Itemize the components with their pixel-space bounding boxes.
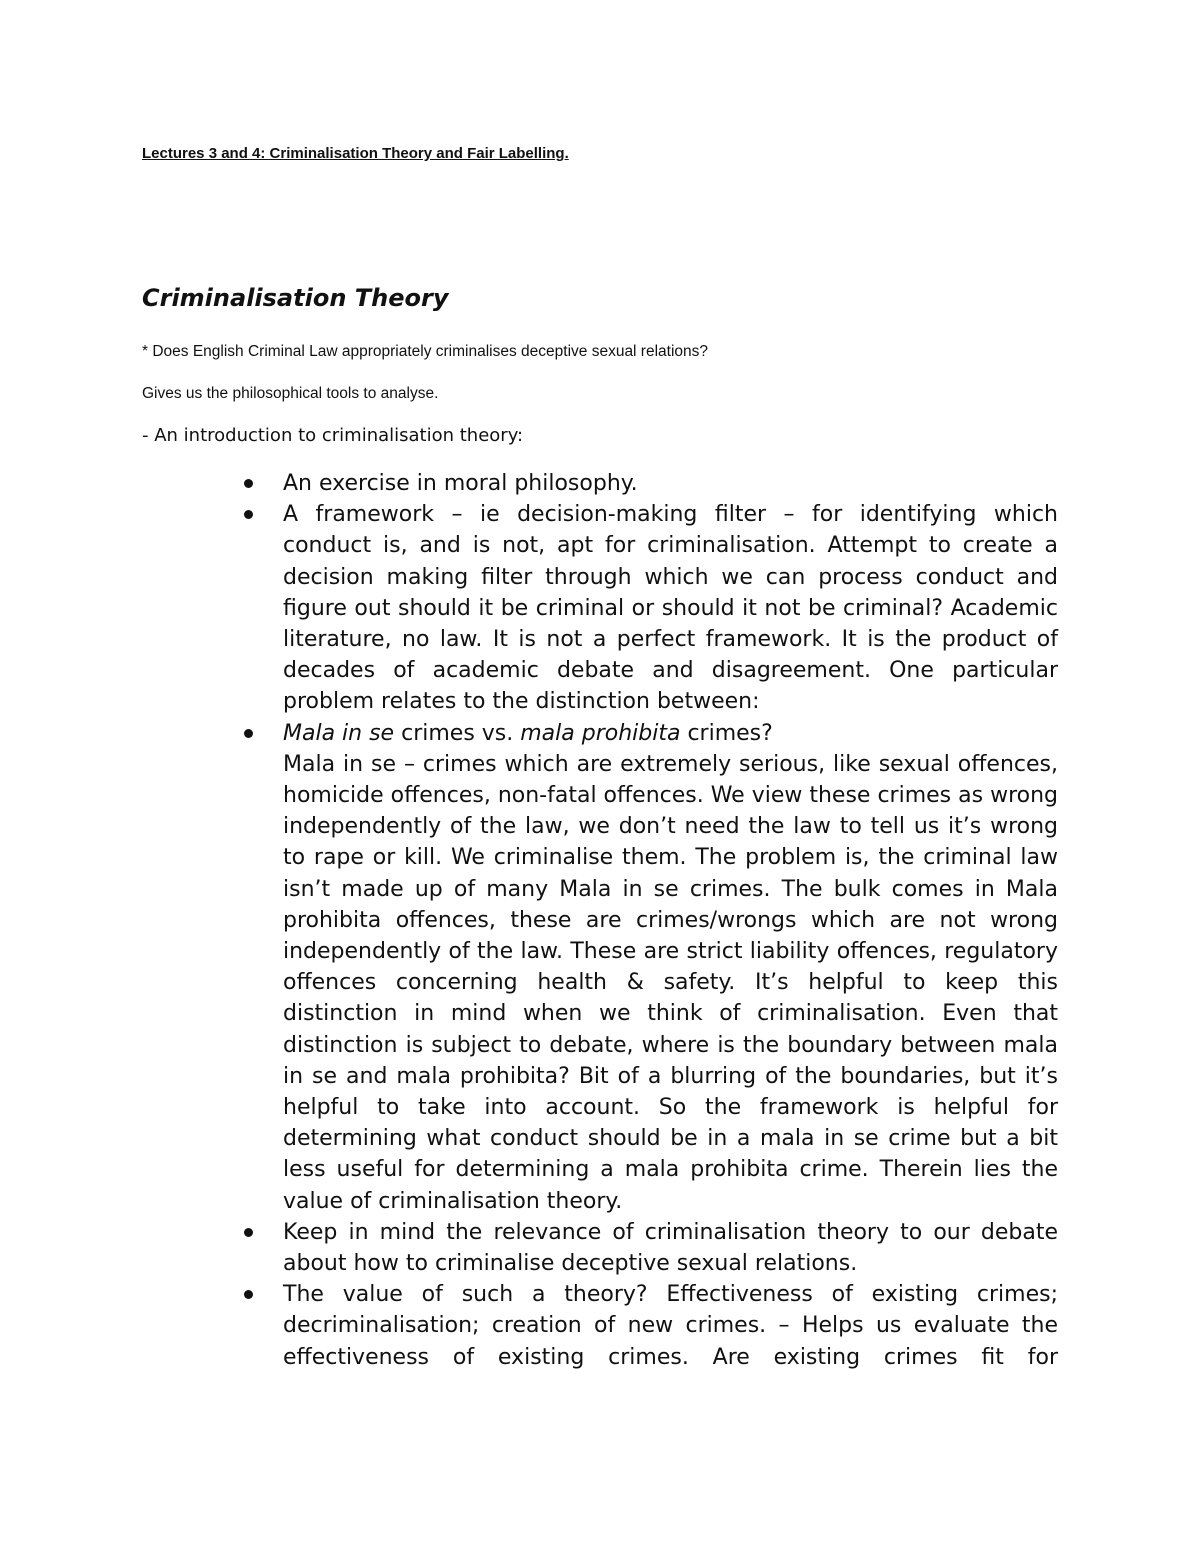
bullet-item [283,468,1058,499]
bullet-item [283,499,1058,717]
section-heading: Criminalisation Theory [142,284,449,312]
bullet-icon [244,510,253,519]
bullet-icon [244,1228,253,1237]
bullet-text: Mala in se – crimes which are extremely serious, like sexual offences, homicide offences, non-fatal offences. We view these crimes as wrong independently of the law, we don’t need the law to tell us it’s wrong to rape or kill. We criminalise them. The problem is, the criminal law isn’t made up of many Mala in se crimes. The bulk comes in Mala prohibita offences, these are crimes/wrongs which are not wrong independently of the law. These are strict liability offences, regulatory offences concerning health & safety. It’s helpful to keep this distinction in mind when we think of criminalisation. Even that distinction is subject to debate, where is the boundary between mala in se and mala prohibita? Bit of a blurring of the boundaries, but it’s helpful to take into account. So the framework is helpful for determining what conduct should be in a mala in se crime but a bit less useful for determining a mala prohibita crime. Therein lies the value of criminalisation theory. [283,751,1058,1214]
bullet-icon [244,1290,253,1299]
bullet-text: An exercise in moral philosophy. [283,471,638,496]
bullet-lead [283,718,1058,749]
question-line: * Does English Criminal Law appropriately criminalises deceptive sexual relations? [142,343,709,360]
intro-line: - An introduction to criminalisation theory: [142,425,524,446]
bullet-text: The value of such a theory? Effectiveness of existing crimes; decriminalisation; creation of new crimes. – Helps us evaluate the effectiveness of existing crimes. Are existing crimes fit for [283,1282,1058,1370]
bullet-item [283,1279,1058,1373]
bullet-text: Keep in mind the relevance of criminalisation theory to our debate about how to criminalise deceptive sexual relations. [283,1219,1058,1277]
bullet-icon [244,729,253,738]
bullet-item [283,718,1058,1217]
bullet-lead-end: crimes? [680,720,773,746]
bullet-icon [244,479,253,488]
tools-line: Gives us the philosophical tools to analyse. [142,385,439,402]
lecture-title: Lectures 3 and 4: Criminalisation Theory and Fair Labelling. [142,145,569,162]
bullet-text: A framework – ie decision-making filter – for identifying which conduct is, and is not, apt for criminalisation. Attempt to create a decision making filter through which we can process conduct and figure out should it be criminal or should it not be criminal? Academic literature, no law. It is not a perfect framework. It is the product of decades of academic debate and disagreement. One particular problem relates to the distinction between: [283,502,1058,715]
bullet-lead-italic-1: Mala in se [283,720,395,746]
bullet-lead-mid: crimes vs. [394,720,521,746]
bullet-item [283,1217,1058,1279]
bullet-list [283,468,1058,1373]
bullet-lead-italic-2: mala prohibita [520,720,681,746]
